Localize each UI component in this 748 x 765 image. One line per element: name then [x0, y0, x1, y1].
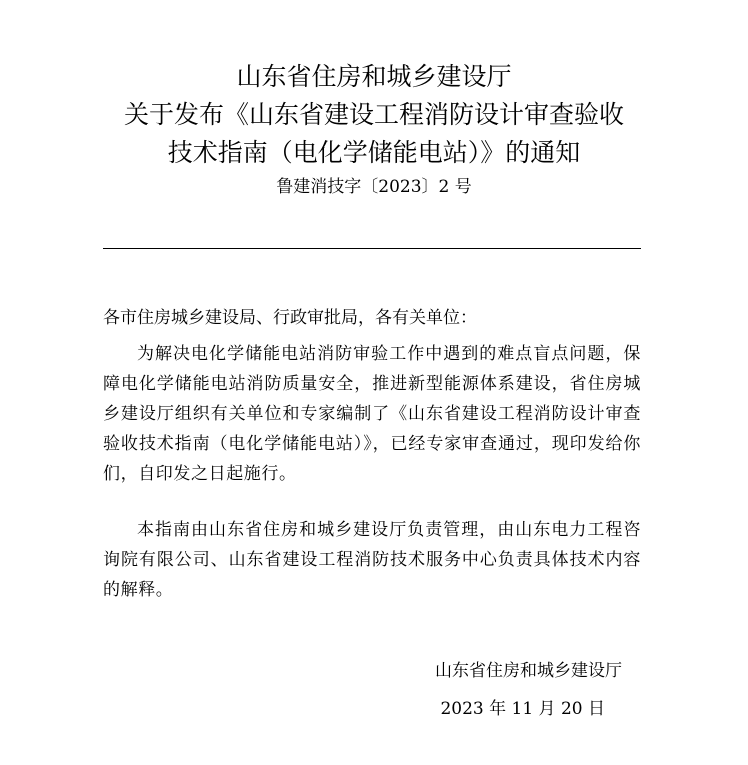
body-paragraph-2: 本指南由山东省住房和城乡建设厅负责管理，由山东电力工程咨询院有限公司、山东省建设工程消防技术服务中心负责具体技术内容的解释。	[103, 520, 641, 600]
header-divider	[103, 248, 641, 249]
salutation: 各市住房城乡建设局、行政审批局，各有关单位：	[103, 308, 477, 328]
document-title-line-3: 技术指南（电化学储能电站）》的通知	[167, 138, 581, 167]
document-title-line-2: 关于发布《山东省建设工程消防设计审查验收	[123, 100, 624, 129]
body-paragraph-1: 为解决电化学储能电站消防审验工作中遇到的难点盲点问题，保障电化学储能电站消防质量安全，推进新型能源体系建设，省住房城乡建设厅组织有关单位和专家编制了《山东省建设工程消防设计审查验收技术指南（电化学储能电站）》，已经专家审查通过，现印发给你们，自印发之日起施行。	[103, 344, 641, 484]
document-number: 鲁建消技字〔2023〕2 号	[276, 177, 472, 197]
issuer-signature: 山东省住房和城乡建设厅	[435, 661, 622, 681]
document-title-line-1: 山东省住房和城乡建设厅	[236, 62, 512, 91]
issue-date: 2023 年 11 月 20 日	[440, 699, 605, 719]
